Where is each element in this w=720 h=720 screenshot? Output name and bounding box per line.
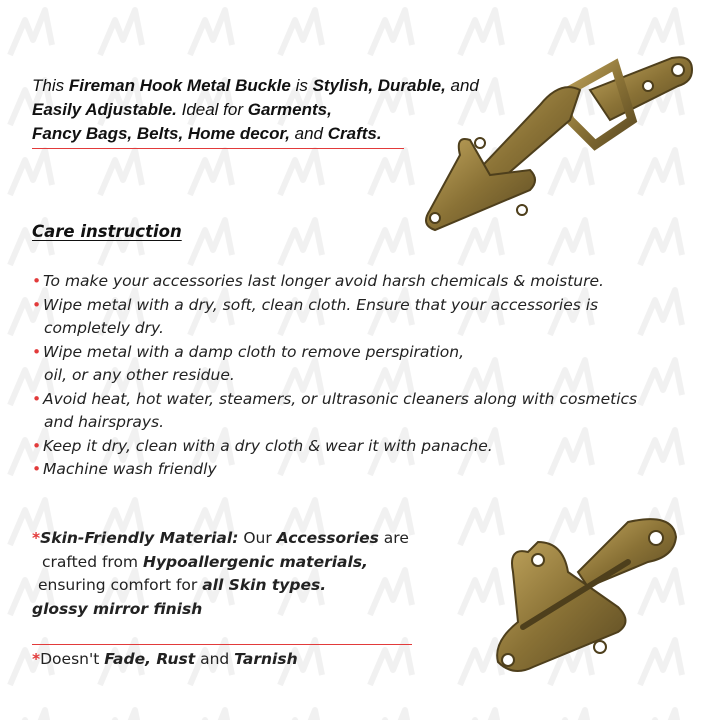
intro-line-1: This Fireman Hook Metal Buckle is Stylish, Durable, and [32,76,479,95]
intro-line-2: Easily Adjustable. Ideal for Garments, [32,100,332,119]
list-item: • Machine wash friendly [32,458,672,482]
list-item: • Keep it dry, clean with a dry cloth & wear it with panache. [32,435,672,459]
bullet-icon: • [32,295,42,314]
note-line-4: glossy mirror finish [32,599,203,618]
list-item: • Avoid heat, hot water, steamers, or ultrasonic cleaners along with cosmetics and hairsprays. [32,389,638,431]
bullet-icon: • [32,436,42,455]
bullet-icon: • [32,342,42,361]
care-instruction-title: Care instruction [32,222,182,241]
bullet-icon: • [32,460,42,478]
list-item: • Wipe metal with a dry, soft, clean cloth. Ensure that your accessories is completely dry. [32,295,599,337]
intro-line-3: Fancy Bags, Belts, Home decor, and Crafts. [32,124,382,143]
fireman-hook-plate-image [478,512,688,682]
list-item: • To make your accessories last longer avoid harsh chemicals & moisture. [32,270,672,294]
skin-friendly-note [32,527,452,621]
note-line-1: *Skin-Friendly Material: Our Accessories are [32,529,409,547]
care-bullet-list [32,270,672,482]
note-line-3: ensuring comfort for all Skin types. [38,576,327,594]
note-line-2: crafted from Hypoallergenic materials, [42,552,368,571]
note-divider [32,644,412,645]
list-item: • Wipe metal with a damp cloth to remove perspiration, oil, or any other residue. [32,342,465,384]
fireman-hook-buckle-image [410,50,700,240]
intro-divider [32,148,404,149]
fade-rust-note: *Doesn't Fade, Rust and Tarnish [32,650,298,668]
bullet-icon: • [32,272,42,290]
bullet-icon: • [32,389,42,408]
